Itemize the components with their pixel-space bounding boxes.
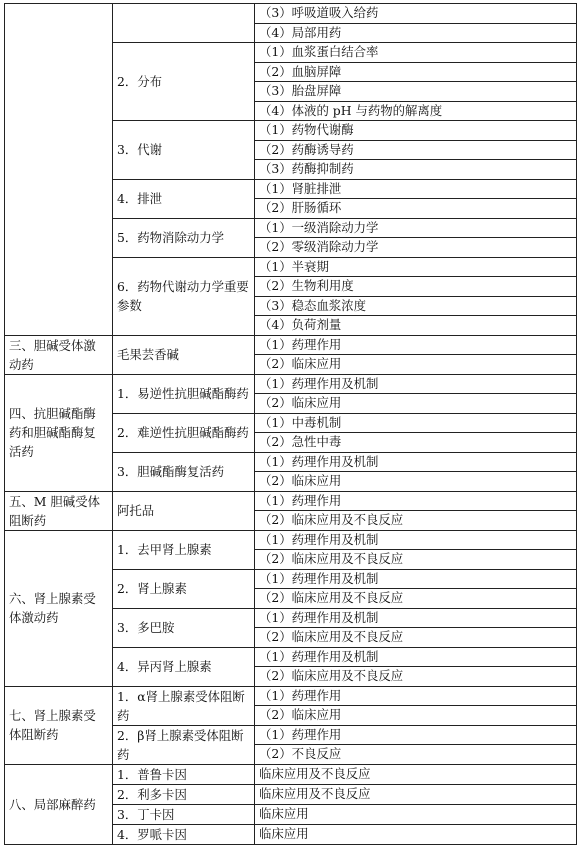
point-text: （1）中毒机制 bbox=[259, 414, 342, 430]
subunit-cell bbox=[113, 784, 255, 804]
subunit-text: 2．分布 bbox=[117, 74, 163, 89]
subunit-text: 3．代谢 bbox=[117, 142, 163, 158]
point-text: （4）局部用药 bbox=[259, 24, 342, 40]
point-text: （1）药理作用及机制 bbox=[259, 531, 379, 547]
point-cell bbox=[255, 530, 577, 550]
point-text: （2）药酶诱导药 bbox=[259, 141, 354, 157]
point-cell bbox=[255, 4, 577, 24]
subunit-text: 4．罗哌卡因 bbox=[117, 826, 187, 842]
point-cell bbox=[255, 784, 577, 804]
point-text: （2）肝肠循环 bbox=[259, 200, 342, 215]
syllabus-table-body bbox=[5, 4, 577, 845]
subunit-cell bbox=[113, 569, 255, 608]
point-cell bbox=[255, 62, 577, 82]
point-cell bbox=[255, 23, 577, 43]
unit-cell bbox=[5, 4, 113, 336]
point-text: （3）呼吸道吸入给药 bbox=[259, 5, 379, 20]
subunit-text: 3．丁卡因 bbox=[117, 806, 175, 822]
point-text: （1）肾脏排泄 bbox=[259, 180, 342, 196]
table-row bbox=[5, 764, 577, 784]
point-text: （2）临床应用 bbox=[259, 356, 342, 371]
point-text: （4）负荷剂量 bbox=[259, 317, 342, 332]
point-cell bbox=[255, 686, 577, 706]
point-cell bbox=[255, 569, 577, 589]
point-text: （2）临床应用 bbox=[259, 473, 342, 488]
subunit-text: 2．肾上腺素 bbox=[117, 581, 187, 596]
unit-cell bbox=[5, 686, 113, 764]
point-cell bbox=[255, 589, 577, 609]
point-cell bbox=[255, 355, 577, 375]
point-text: （1）药理作用 bbox=[259, 492, 342, 508]
point-cell bbox=[255, 706, 577, 726]
point-text: （2）临床应用及不良反应 bbox=[259, 512, 404, 527]
point-cell bbox=[255, 433, 577, 453]
unit-text: 五、M 胆碱受体阻断药 bbox=[9, 493, 100, 528]
unit-cell bbox=[5, 374, 113, 491]
point-cell bbox=[255, 160, 577, 180]
subunit-cell bbox=[113, 530, 255, 569]
point-text: （1）药理作用及机制 bbox=[259, 609, 379, 625]
subunit-cell bbox=[113, 179, 255, 218]
subunit-cell bbox=[113, 4, 255, 43]
point-text: （1）药理作用及机制 bbox=[259, 570, 379, 586]
point-text: （2）血脑屏障 bbox=[259, 63, 342, 79]
point-cell bbox=[255, 277, 577, 297]
subunit-cell bbox=[113, 452, 255, 491]
table-row bbox=[5, 491, 577, 511]
subunit-cell bbox=[113, 218, 255, 257]
subunit-text: 2．利多卡因 bbox=[117, 786, 187, 802]
point-text: 临床应用 bbox=[259, 825, 309, 841]
point-cell bbox=[255, 824, 577, 844]
point-cell bbox=[255, 628, 577, 648]
point-text: （1）药理作用 bbox=[259, 687, 342, 703]
point-cell bbox=[255, 472, 577, 492]
point-cell bbox=[255, 745, 577, 765]
point-cell bbox=[255, 804, 577, 824]
point-cell bbox=[255, 335, 577, 355]
point-cell bbox=[255, 764, 577, 784]
point-text: （3）胎盘屏障 bbox=[259, 83, 342, 98]
subunit-cell bbox=[113, 121, 255, 180]
point-cell bbox=[255, 394, 577, 414]
point-cell bbox=[255, 199, 577, 219]
point-cell bbox=[255, 608, 577, 628]
point-text: 临床应用 bbox=[259, 805, 309, 821]
unit-text: 八、局部麻醉药 bbox=[9, 796, 96, 812]
point-text: 临床应用及不良反应 bbox=[259, 785, 371, 801]
table-row bbox=[5, 530, 577, 550]
point-text: （2）临床应用及不良反应 bbox=[259, 551, 404, 566]
unit-text: 七、肾上腺素受体阻断药 bbox=[9, 708, 96, 742]
subunit-cell bbox=[113, 491, 255, 530]
point-text: （3）稳态血浆浓度 bbox=[259, 297, 367, 313]
point-text: （2）急性中毒 bbox=[259, 434, 342, 449]
subunit-text: 4．排泄 bbox=[117, 191, 163, 206]
subunit-text: 阿托品 bbox=[117, 503, 155, 518]
point-cell bbox=[255, 413, 577, 433]
point-text: （1）一级消除动力学 bbox=[259, 219, 379, 235]
point-cell bbox=[255, 511, 577, 531]
subunit-cell bbox=[113, 686, 255, 725]
point-text: （1）药理作用及机制 bbox=[259, 648, 379, 664]
subunit-cell bbox=[113, 335, 255, 374]
unit-text: 三、胆碱受体激动药 bbox=[9, 337, 96, 372]
subunit-cell bbox=[113, 608, 255, 647]
subunit-text: 毛果芸香碱 bbox=[117, 347, 179, 362]
point-text: （2）零级消除动力学 bbox=[259, 239, 379, 254]
unit-cell bbox=[5, 491, 113, 530]
point-text: （1）血浆蛋白结合率 bbox=[259, 44, 379, 59]
subunit-text: 1．普鲁卡因 bbox=[117, 766, 187, 782]
subunit-cell bbox=[113, 824, 255, 844]
unit-text: 四、抗胆碱酯酶药和胆碱酯酶复活药 bbox=[9, 406, 96, 459]
point-cell bbox=[255, 667, 577, 687]
subunit-text: 2．β肾上腺素受体阻断药 bbox=[117, 727, 244, 762]
point-text: （2）临床应用及不良反应 bbox=[259, 590, 404, 605]
point-text: （1）药理作用 bbox=[259, 726, 342, 742]
point-cell bbox=[255, 179, 577, 199]
syllabus-table bbox=[4, 3, 577, 845]
subunit-text: 3．胆碱酯酶复活药 bbox=[117, 464, 225, 479]
point-cell bbox=[255, 647, 577, 667]
table-row bbox=[5, 4, 577, 24]
point-cell bbox=[255, 491, 577, 511]
point-text: （2）不良反应 bbox=[259, 746, 342, 761]
point-text: （1）药理作用及机制 bbox=[259, 375, 379, 391]
subunit-text: 5．药物消除动力学 bbox=[117, 230, 225, 245]
syllabus-page bbox=[4, 3, 576, 845]
point-cell bbox=[255, 374, 577, 394]
point-text: （3）药酶抑制药 bbox=[259, 161, 354, 176]
point-text: （1）药理作用及机制 bbox=[259, 453, 379, 469]
point-text: （2）临床应用 bbox=[259, 707, 342, 722]
table-row bbox=[5, 335, 577, 355]
subunit-cell bbox=[113, 647, 255, 686]
point-cell bbox=[255, 121, 577, 141]
subunit-cell bbox=[113, 764, 255, 784]
point-cell bbox=[255, 257, 577, 277]
subunit-cell bbox=[113, 725, 255, 764]
point-text: （2）生物利用度 bbox=[259, 278, 354, 293]
subunit-text: 3．多巴胺 bbox=[117, 620, 175, 635]
point-cell bbox=[255, 101, 577, 121]
point-text: （4）体液的 pH 与药物的解离度 bbox=[259, 102, 443, 118]
subunit-cell bbox=[113, 257, 255, 335]
subunit-text: 1．易逆性抗胆碱酯酶药 bbox=[117, 386, 249, 401]
subunit-cell bbox=[113, 43, 255, 121]
point-cell bbox=[255, 296, 577, 316]
unit-cell bbox=[5, 764, 113, 844]
point-text: （2）临床应用及不良反应 bbox=[259, 668, 404, 683]
point-text: （1）半衰期 bbox=[259, 258, 329, 274]
point-text: （2）临床应用 bbox=[259, 395, 342, 410]
subunit-text: 1．去甲肾上腺素 bbox=[117, 542, 212, 557]
point-cell bbox=[255, 452, 577, 472]
point-text: （1）药理作用 bbox=[259, 336, 342, 352]
point-text: （1）药物代谢酶 bbox=[259, 122, 354, 137]
point-cell bbox=[255, 218, 577, 238]
point-cell bbox=[255, 82, 577, 102]
subunit-cell bbox=[113, 804, 255, 824]
subunit-text: 1．α肾上腺素受体阻断药 bbox=[117, 688, 245, 723]
point-cell bbox=[255, 43, 577, 63]
point-text: （2）临床应用及不良反应 bbox=[259, 629, 404, 644]
table-row bbox=[5, 374, 577, 394]
point-cell bbox=[255, 238, 577, 258]
point-cell bbox=[255, 316, 577, 336]
subunit-text: 4．异丙肾上腺素 bbox=[117, 659, 212, 674]
point-cell bbox=[255, 550, 577, 570]
point-text: 临床应用及不良反应 bbox=[259, 765, 371, 781]
subunit-text: 6．药物代谢动力学重要参数 bbox=[117, 279, 249, 313]
unit-text: 六、肾上腺素受体激动药 bbox=[9, 591, 96, 625]
point-cell bbox=[255, 725, 577, 745]
unit-cell bbox=[5, 530, 113, 686]
unit-cell bbox=[5, 335, 113, 374]
subunit-text: 2．难逆性抗胆碱酯酶药 bbox=[117, 425, 249, 440]
subunit-cell bbox=[113, 413, 255, 452]
subunit-cell bbox=[113, 374, 255, 413]
table-row bbox=[5, 686, 577, 706]
point-cell bbox=[255, 140, 577, 160]
